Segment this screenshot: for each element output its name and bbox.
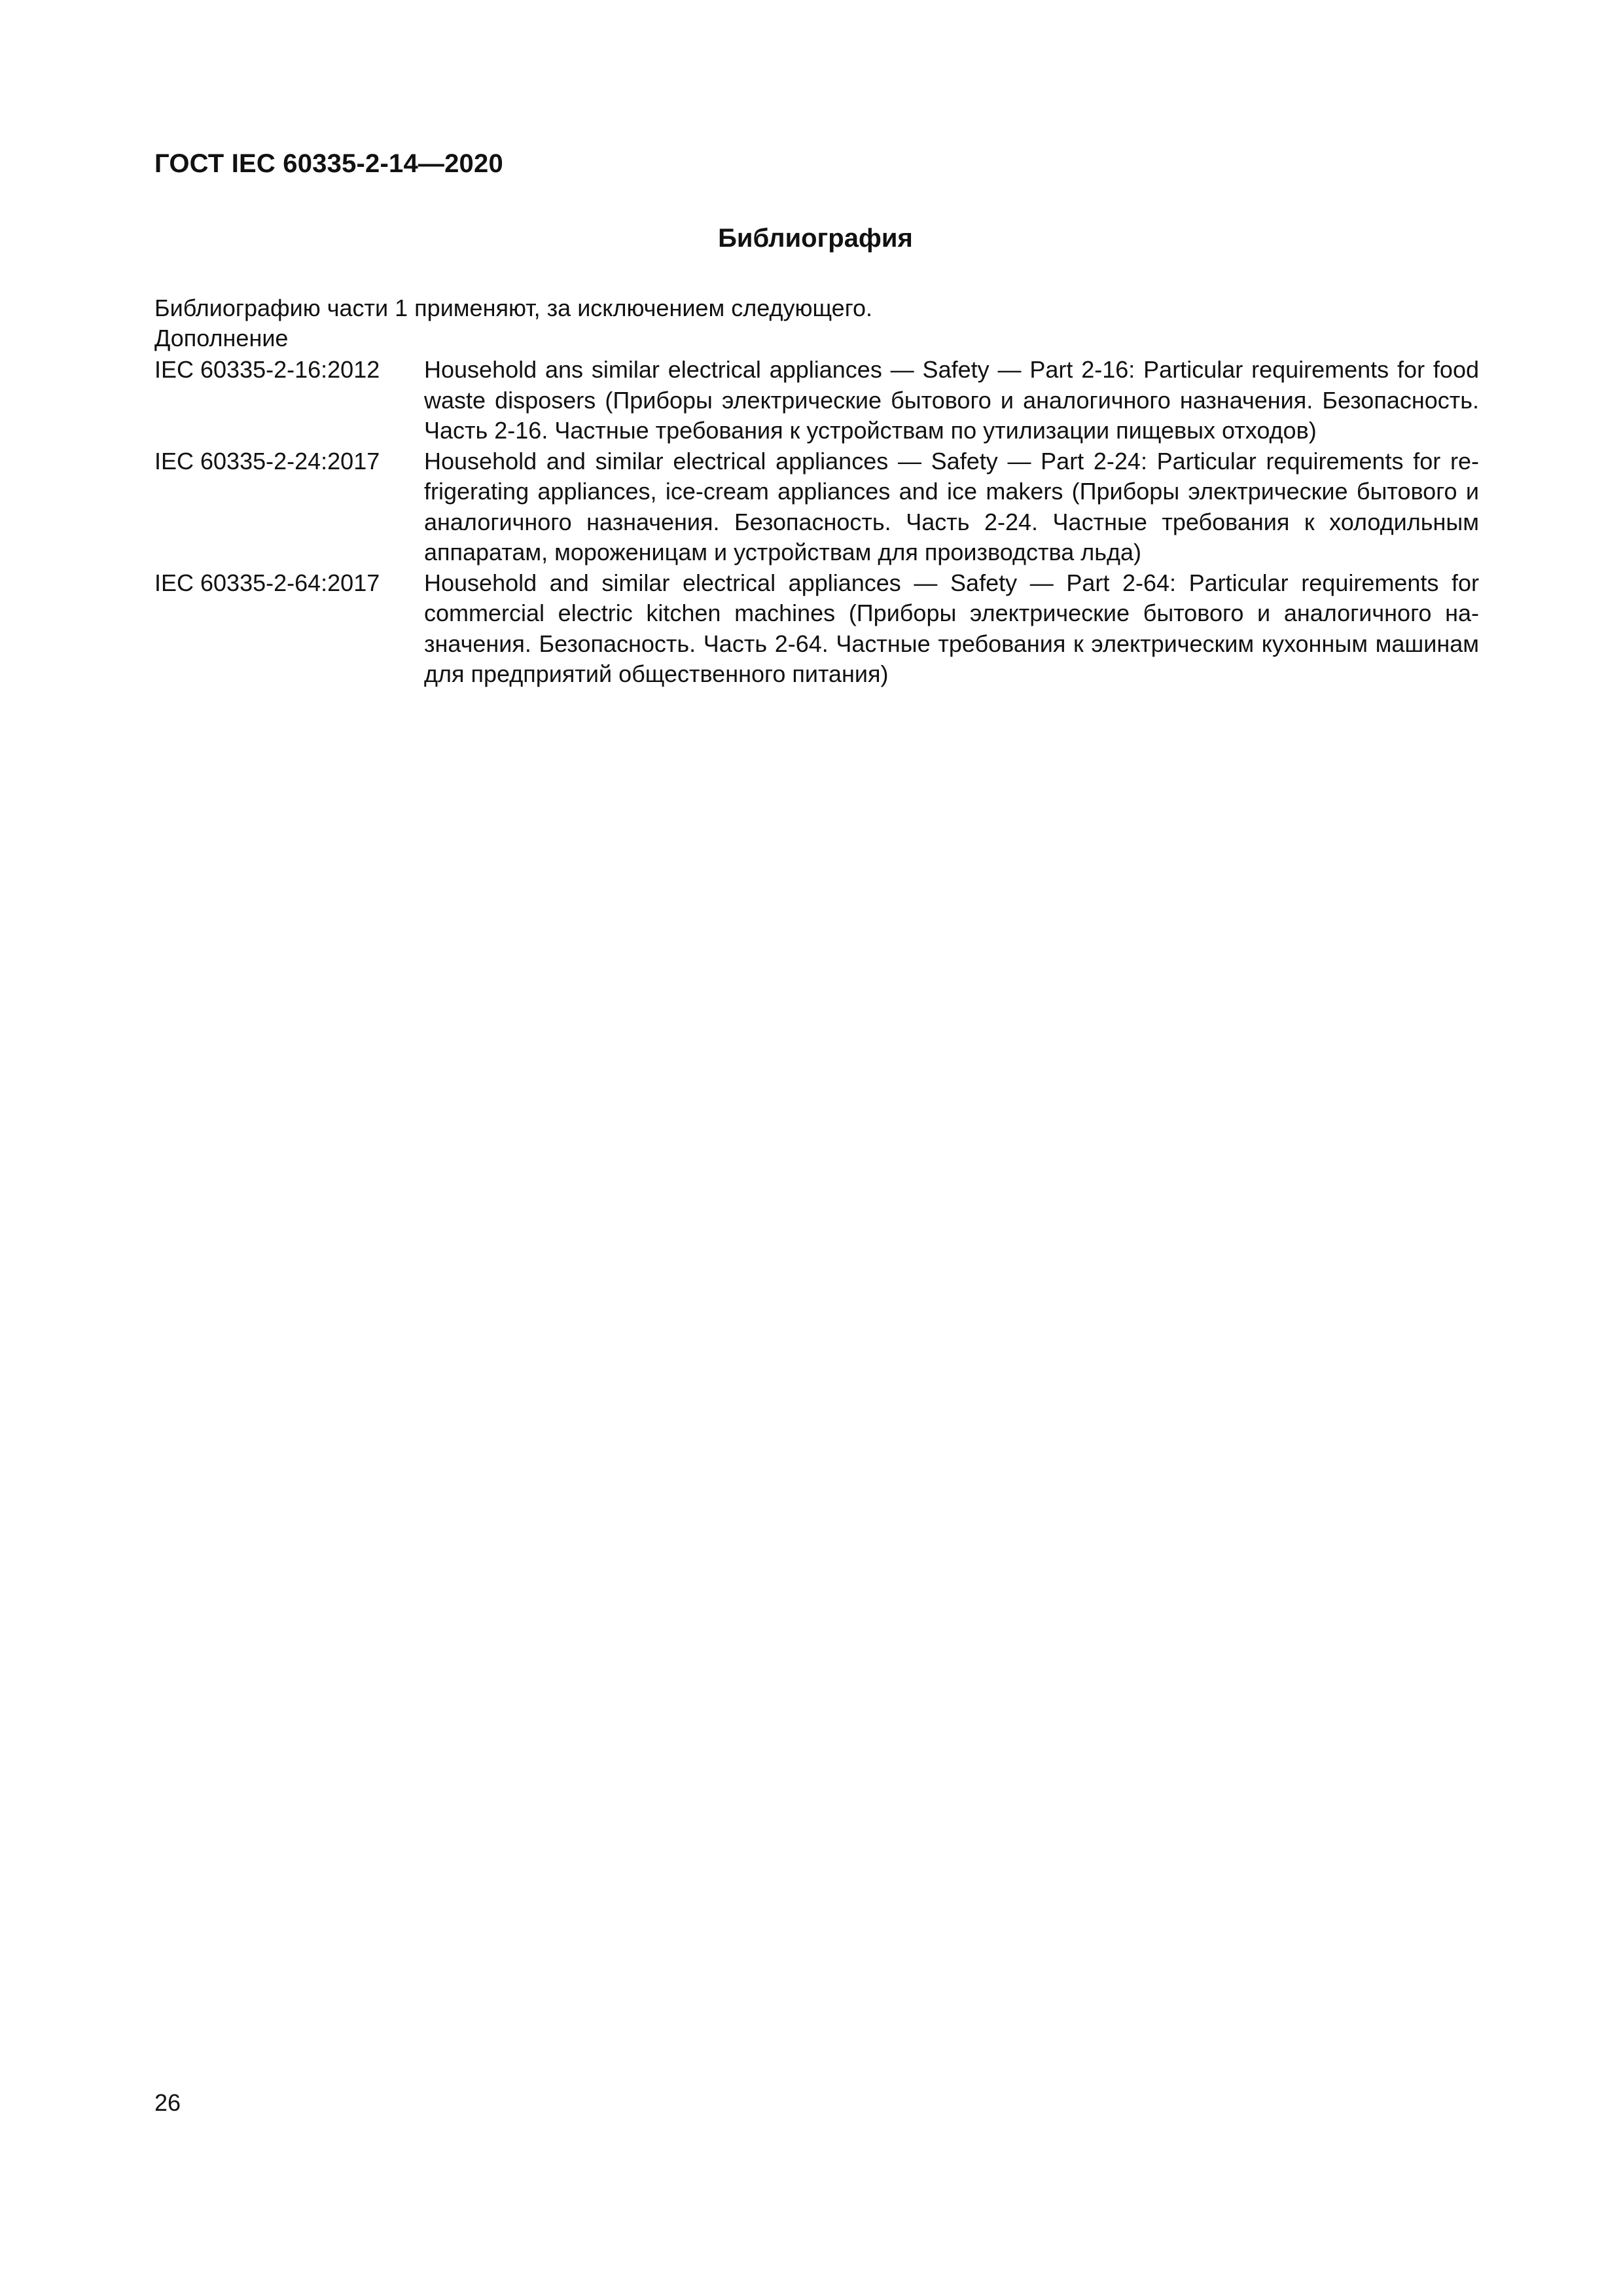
- entry-description: Household and similar electrical appliances — Safety — Part 2-64: Particular requirements for commercial electric kitchen machines (Приборы электрические бытового и аналогичного назначения. Безопасность. Часть 2-64. Частные требования к электрическим кухонным машинам для предприятий общественного питания): [424, 569, 1479, 687]
- entry-description: Household ans similar electrical appliances — Safety — Part 2-16: Particular requirements for food waste disposers (Приборы электрические бытового и аналогичного назначения. Безопасность. Часть 2-16. Частные требования к устройствам по утилизации пищевых отходов): [424, 356, 1479, 444]
- bibliography-entry: [154, 568, 1479, 690]
- bibliography-entry: [154, 446, 1479, 568]
- bibliography-intro: Библиографию части 1 применяют, за исключением следующего.: [154, 295, 873, 321]
- bibliography-list: [154, 355, 1479, 690]
- standard-designation-header: ГОСТ IEC 60335-2-14—2020: [154, 149, 503, 178]
- page-number: 26: [154, 2089, 181, 2116]
- entry-reference: IEC 60335-2-16:2012: [154, 356, 380, 383]
- bibliography-subheading: Дополнение: [154, 325, 289, 351]
- bibliography-entry: [154, 355, 1479, 446]
- entry-reference: IEC 60335-2-24:2017: [154, 447, 380, 475]
- entry-reference: IEC 60335-2-64:2017: [154, 569, 380, 596]
- entry-description: Household and similar electrical appliances — Safety — Part 2-24: Particular requirements for refrigerating appliances, ice-cream appliances and ice makers (Приборы электрические бытового и аналогичного назначения. Безопасность. Часть 2-24. Частные требования к холодильным аппаратам, мороженицам и устройствам для производства льда): [424, 447, 1479, 565]
- bibliography-title: Библиография: [718, 224, 913, 253]
